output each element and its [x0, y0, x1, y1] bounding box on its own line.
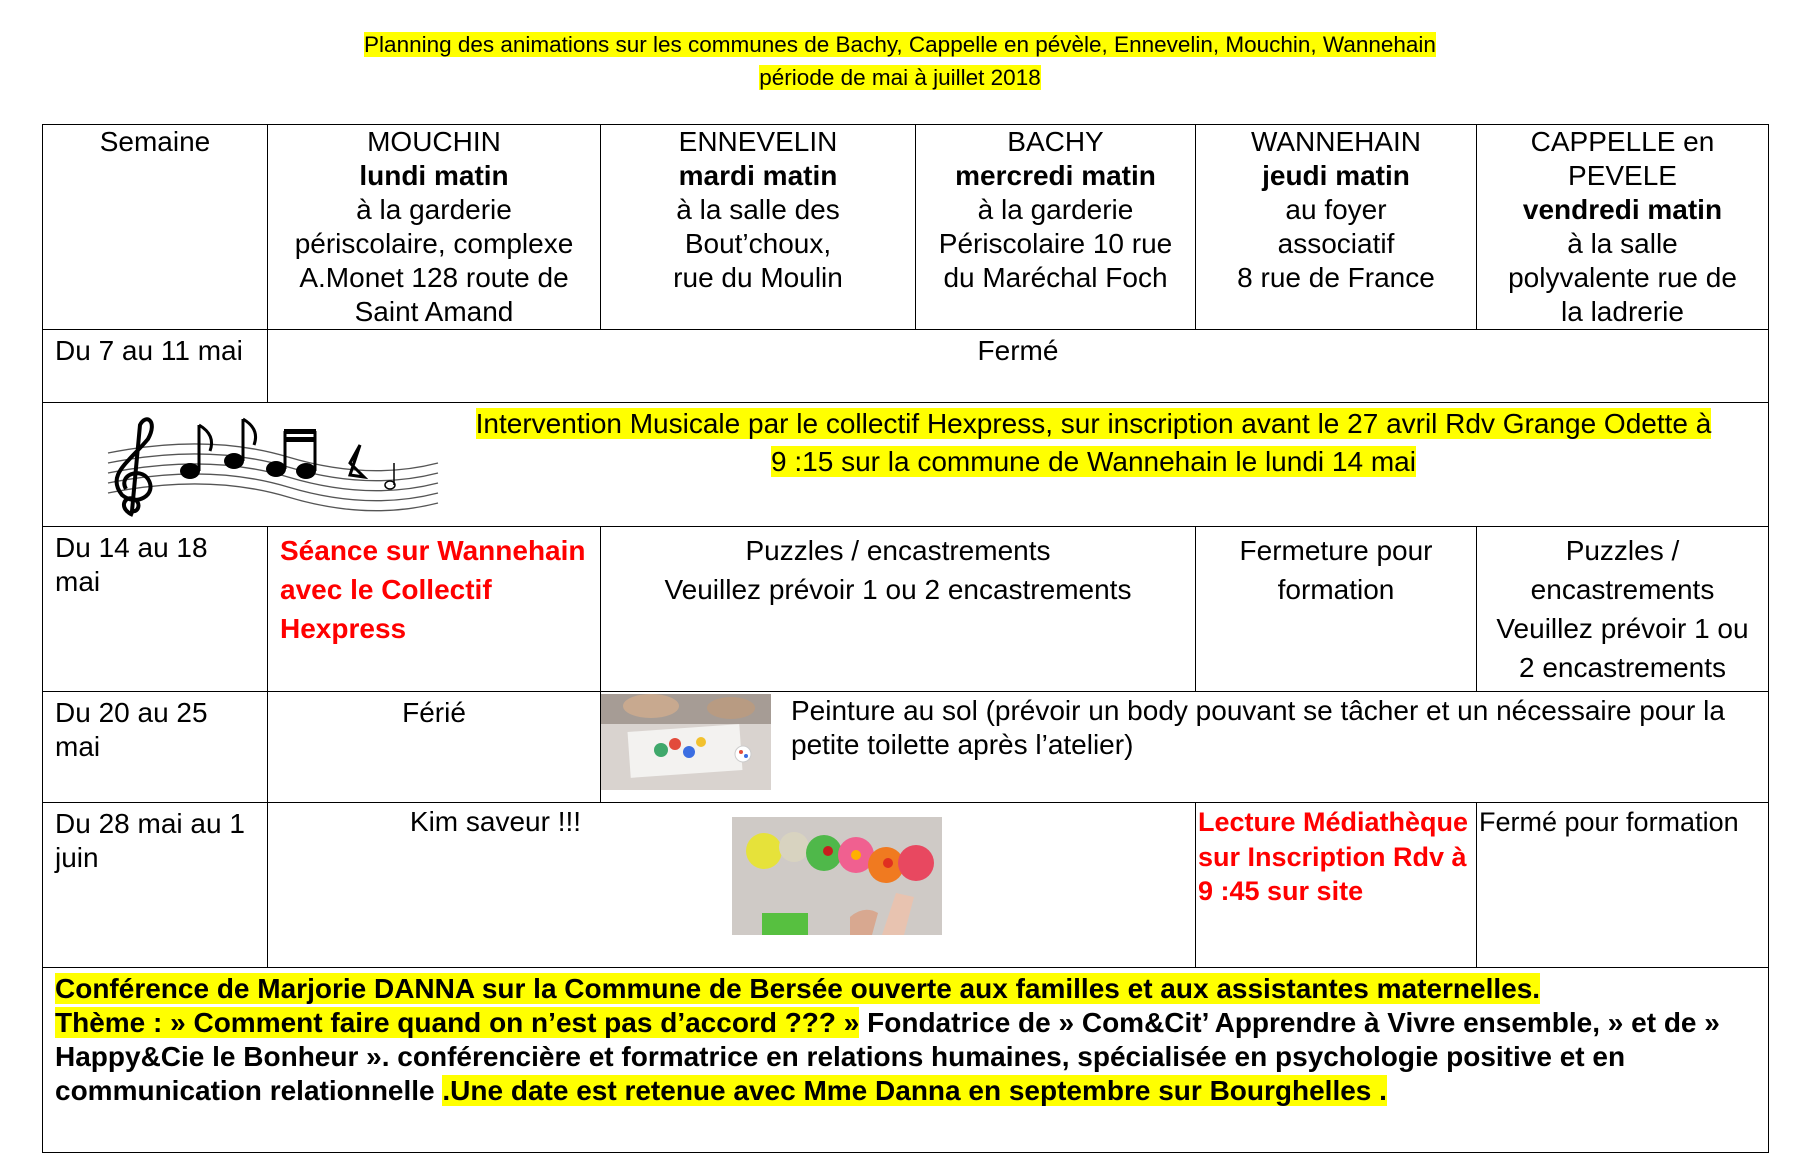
mouchin-commune: MOUCHIN — [367, 126, 501, 157]
bachy-place-line: à la garderie — [977, 194, 1134, 225]
week-2-cappelle-line: 2 encastrements — [1519, 652, 1726, 683]
cappelle-commune: PEVELE — [1568, 160, 1677, 191]
week-2-wannehain-line: Fermeture pour — [1239, 535, 1433, 566]
week-3-activity-text: Peinture au sol (prévoir un body pouvant se tâcher et un nécessaire pour la petite toilette après l’atelier) — [791, 695, 1725, 760]
week-column-header — [43, 125, 268, 330]
bachy-place-line: Périscolaire 10 rue — [938, 228, 1173, 259]
week-2-wannehain — [1196, 527, 1477, 692]
music-line-2: 9 :15 sur la commune de Wannehain le lundi 14 mai — [771, 446, 1416, 477]
conference-date-note: .Une date est retenue avec Mme Danna en septembre sur Bourghelles . — [442, 1075, 1387, 1106]
week-column-label: Semaine — [99, 126, 211, 157]
ennevelin-day: mardi matin — [678, 160, 838, 191]
bachy-commune: BACHY — [1007, 126, 1104, 157]
week-2-mouchin-text: Séance sur Wannehain avec le Collectif Hexpress — [280, 535, 586, 644]
week-2-dates — [43, 527, 268, 692]
wannehain-commune: WANNEHAIN — [1250, 126, 1422, 157]
wannehain-place-line: 8 rue de France — [1237, 262, 1435, 293]
cappelle-header — [1477, 125, 1769, 330]
week-4-dates-text: Du 28 mai au 1 juin — [55, 808, 245, 873]
cappelle-commune: CAPPELLE en — [1530, 126, 1715, 157]
music-intervention-text — [433, 405, 1754, 481]
music-line-1: Intervention Musicale par le collectif Hexpress, sur inscription avant le 27 avril Rdv Grange Odette à — [475, 408, 1712, 439]
conference-description: Fondatrice de » Com&Cit’ Apprendre à Vivre ensemble, » et de » Happy&Cie le Bonheur ». conférencière et formatrice en relations humaines, spécialisée en psychologie positive et en communication relationnelle — [55, 1007, 1720, 1106]
wannehain-header — [1196, 125, 1477, 330]
floor-painting-photo — [601, 694, 771, 790]
week-2-cappelle-line: Veuillez prévoir 1 ou — [1496, 613, 1749, 644]
cappelle-place-line: à la salle — [1567, 228, 1678, 259]
week-4-row — [43, 803, 1769, 968]
conference-cell — [43, 968, 1769, 1153]
week-4-activity — [268, 803, 1196, 968]
week-2-wannehain-line: formation — [1277, 574, 1395, 605]
week-2-cappelle — [1477, 527, 1769, 692]
conference-row — [43, 968, 1769, 1153]
document-title — [0, 28, 1800, 94]
cappelle-day: vendredi matin — [1522, 194, 1723, 225]
ennevelin-place-line: à la salle des — [676, 194, 840, 225]
wannehain-place-line: au foyer — [1285, 194, 1387, 225]
week-3-holiday-text: Férié — [402, 697, 466, 728]
music-cell — [43, 403, 1769, 527]
title-line-1: Planning des animations sur les communes de Bachy, Cappelle en pévèle, Ennevelin, Mouchin, Wannehain — [364, 32, 1436, 57]
bachy-day: mercredi matin — [955, 160, 1156, 191]
mouchin-place-line: Saint Amand — [354, 296, 514, 327]
week-2-puzzles-line: Puzzles / encastrements — [745, 535, 1051, 566]
week-1-closed-text: Fermé — [977, 335, 1059, 366]
wannehain-place-line: associatif — [1277, 228, 1395, 259]
week-3-dates-text: Du 20 au 25 mai — [55, 697, 208, 762]
week-3-activity — [601, 692, 1769, 803]
ennevelin-place-line: rue du Moulin — [673, 262, 843, 293]
cappelle-place-line: polyvalente rue de — [1508, 262, 1737, 293]
music-notes-icon — [88, 405, 448, 523]
week-2-mouchin — [268, 527, 601, 692]
week-4-dates — [43, 803, 268, 968]
week-3-mouchin — [268, 692, 601, 803]
week-1-dates — [43, 330, 268, 403]
ennevelin-commune: ENNEVELIN — [678, 126, 838, 157]
mouchin-place-line: à la garderie — [356, 194, 512, 225]
week-2-cappelle-line: Puzzles / — [1565, 535, 1680, 566]
week-2-puzzles-line: Veuillez prévoir 1 ou 2 encastrements — [664, 574, 1132, 605]
week-1-dates-text: Du 7 au 11 mai — [55, 335, 243, 366]
week-4-cappelle-text: Fermé pour formation — [1479, 807, 1739, 837]
week-2-dates-text: Du 14 au 18 mai — [55, 532, 208, 597]
week-2-row — [43, 527, 1769, 692]
week-4-activity-text: Kim saveur !!! — [409, 806, 582, 837]
title-line-2: période de mai à juillet 2018 — [759, 65, 1041, 90]
mouchin-header — [268, 125, 601, 330]
mouchin-day: lundi matin — [359, 160, 509, 191]
header-row — [43, 125, 1769, 330]
week-3-dates — [43, 692, 268, 803]
week-2-ennevelin-bachy — [601, 527, 1196, 692]
conference-theme: Thème : » Comment faire quand on n’est pas d’accord ??? » — [55, 1007, 860, 1038]
cappelle-place-line: la ladrerie — [1561, 296, 1684, 327]
bachy-header — [916, 125, 1196, 330]
week-4-wannehain — [1196, 803, 1477, 968]
week-4-cappelle — [1477, 803, 1769, 968]
tasting-plates-photo — [732, 817, 942, 935]
ennevelin-place-line: Bout’choux, — [684, 228, 832, 259]
mouchin-place-line: A.Monet 128 route de — [299, 262, 569, 293]
music-row — [43, 403, 1769, 527]
bachy-place-line: du Maréchal Foch — [943, 262, 1168, 293]
week-2-cappelle-line: encastrements — [1530, 574, 1715, 605]
week-3-row — [43, 692, 1769, 803]
week-4-reading-text: Lecture Médiathèque sur Inscription Rdv à 9 :45 sur site — [1198, 807, 1469, 906]
planning-table — [42, 124, 1769, 1153]
wannehain-day: jeudi matin — [1262, 160, 1410, 191]
mouchin-place-line: périscolaire, complexe — [294, 228, 574, 259]
week-1-row — [43, 330, 1769, 403]
week-1-closed — [268, 330, 1769, 403]
ennevelin-header — [601, 125, 916, 330]
conference-title: Conférence de Marjorie DANNA sur la Commune de Bersée ouverte aux familles et aux assistantes maternelles. — [55, 973, 1541, 1004]
